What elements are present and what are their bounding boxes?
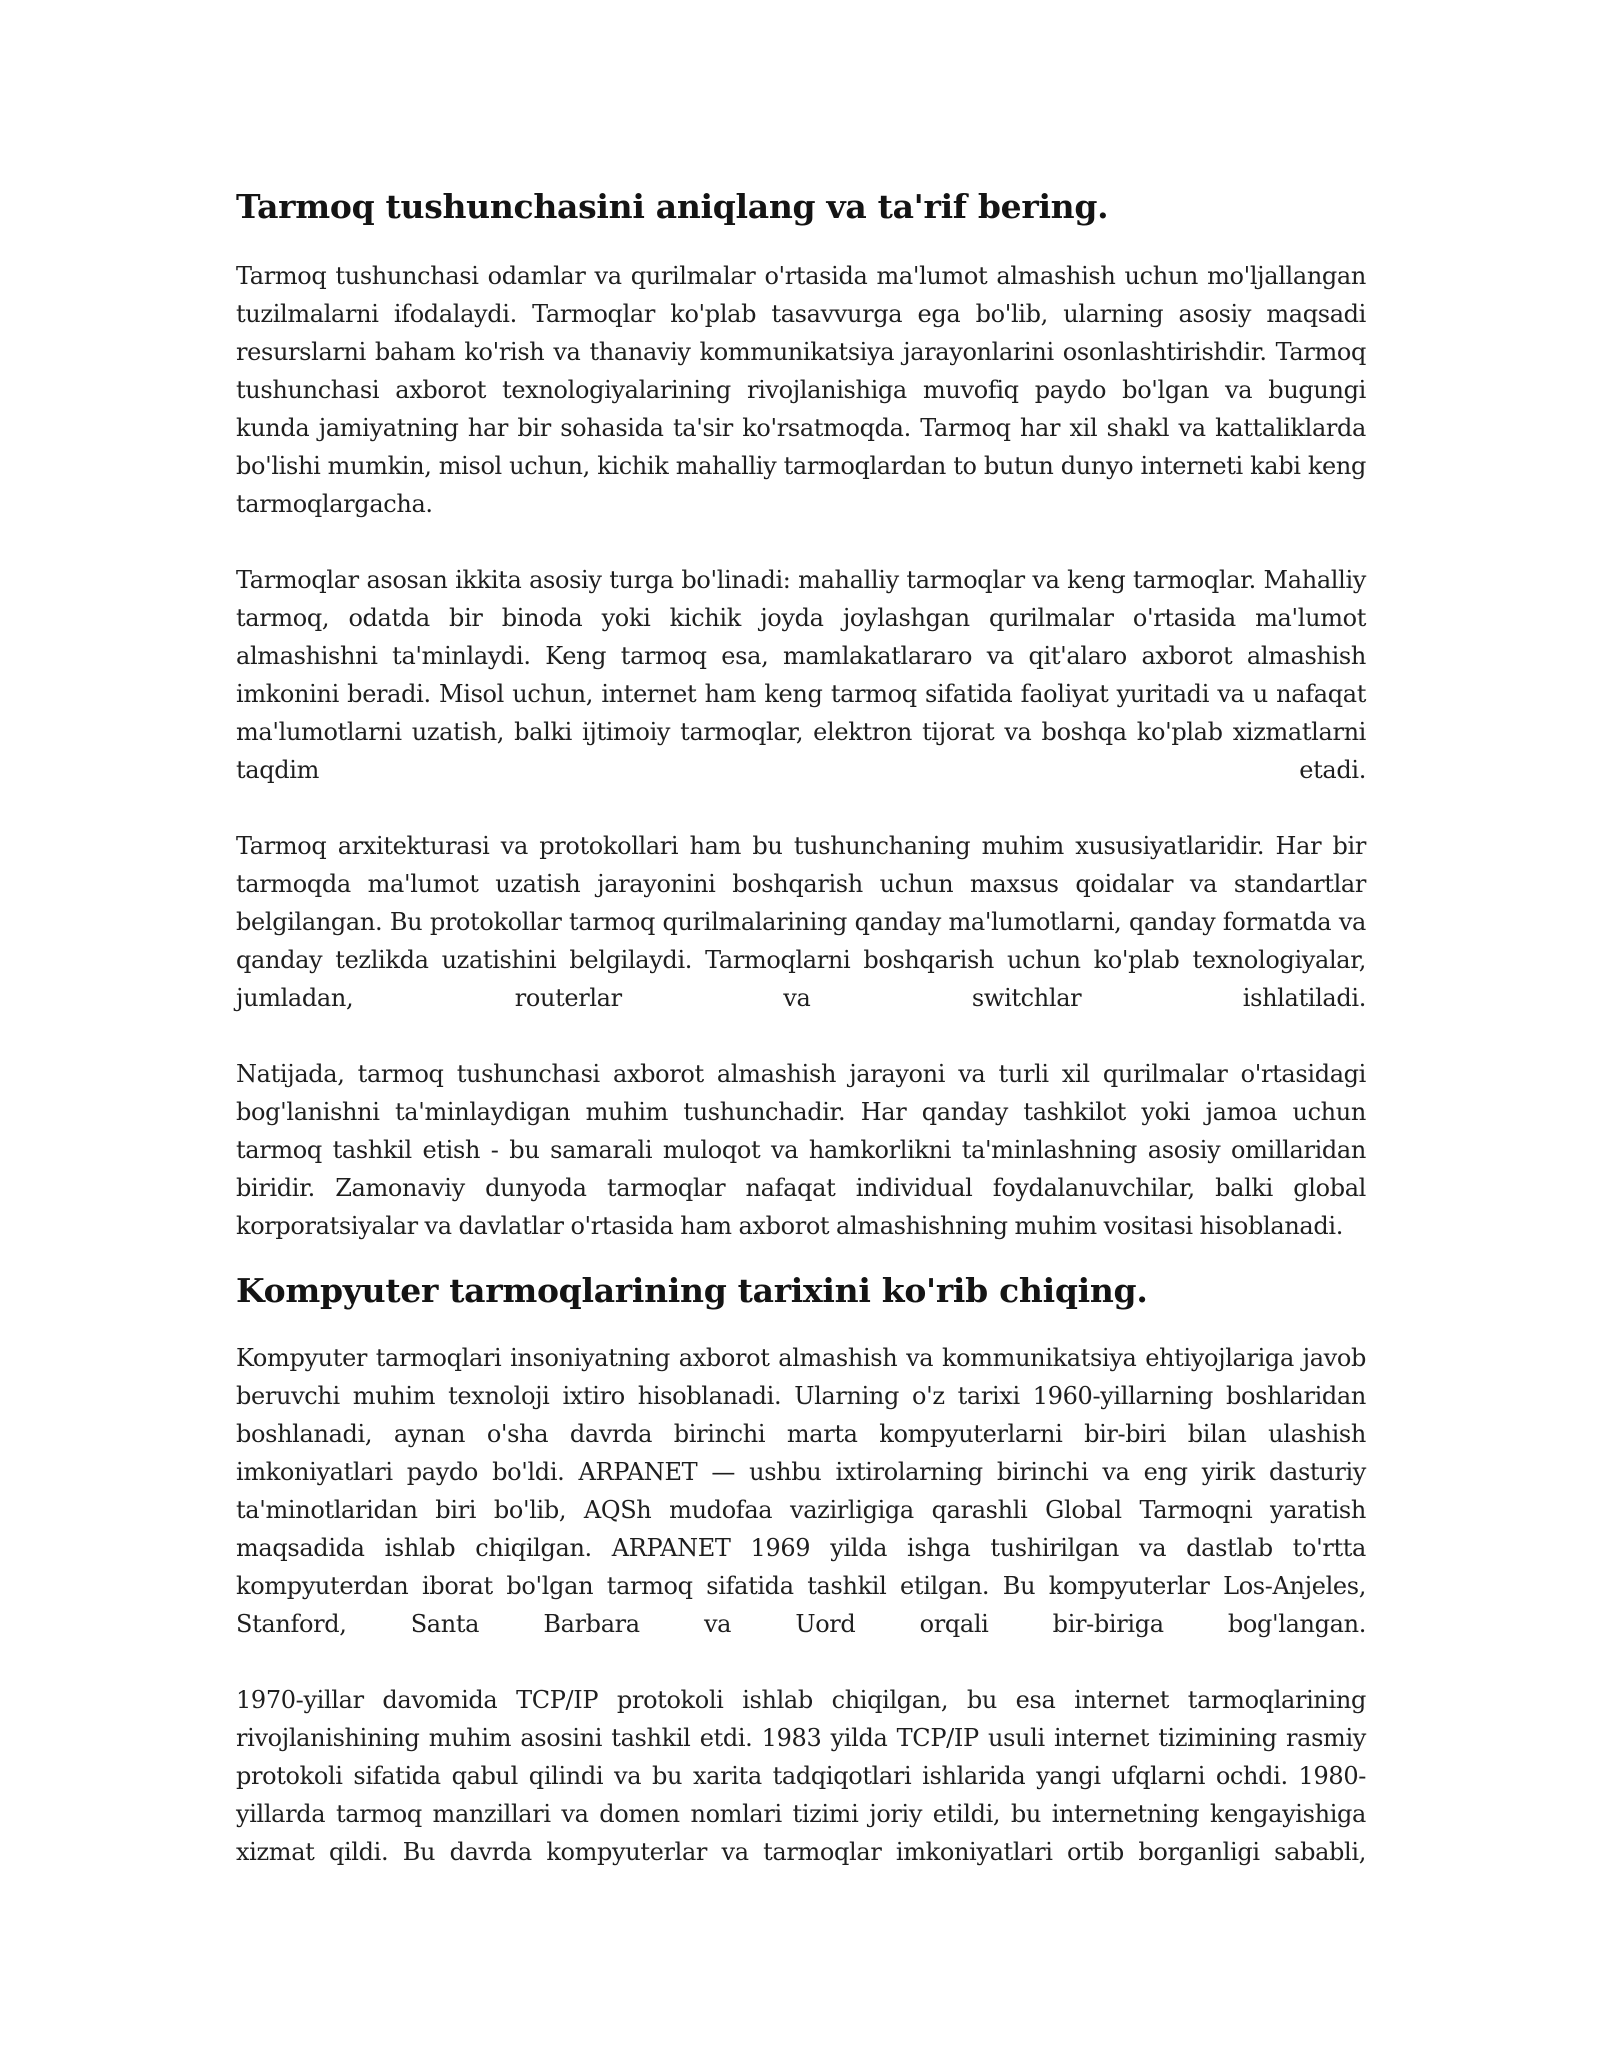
section-heading-network-history: Kompyuter tarmoqlarining tarixini ko'rib chiqing. (236, 1271, 1148, 1310)
section-heading-network-definition: Tarmoq tushunchasini aniqlang va ta'rif bering. (236, 187, 1109, 226)
paragraph: Tarmoq arxitekturasi va protokollari ham bu tushunchaning muhim xususiyatlaridir. Har bir tarmoqda ma'lumot uzatish jarayonini boshqarish uchun maxsus qoidalar va standartlar belgilangan. Bu protokollar tarmoq qurilmalarining qanday ma'lumotlarni, qanday formatda va qanday tezlikda uzatishini belgilaydi. Tarmoqlarni boshqarish uchun ko'plab texnologiyalar, jumladan, routerlar va switchlar ishlatiladi. (236, 832, 1366, 1012)
document-page (236, 185, 1366, 1871)
paragraph: Kompyuter tarmoqlari insoniyatning axborot almashish va kommunikatsiya ehtiyojlariga javob beruvchi muhim texnoloji ixtiro hisoblanadi. Ularning o'z tarixi 1960-yillarning boshlaridan boshlanadi, aynan o'sha davrda birinchi marta kompyuterlarni bir-biri bilan ulashish imkoniyatlari paydo bo'ldi. ARPANET — ushbu ixtirolarning birinchi va eng yirik dasturiy ta'minotlaridan biri bo'lib, AQSh mudofaa vazirligiga qarashli Global Tarmoqni yaratish maqsadida ishlab chiqilgan. ARPANET 1969 yilda ishga tushirilgan va dastlab to'rtta kompyuterdan iborat bo'lgan tarmoq sifatida tashkil etilgan. Bu kompyuterlar Los-Anjeles, Stanford, Santa Barbara va Uord orqali bir-biriga bog'langan. (236, 1344, 1366, 1638)
paragraph: 1970-yillar davomida TCP/IP protokoli ishlab chiqilgan, bu esa internet tarmoqlarining rivojlanishining muhim asosini tashkil etdi. 1983 yilda TCP/IP usuli internet tizimining rasmiy protokoli sifatida qabul qilindi va bu xarita tadqiqotlari ishlarida yangi ufqlarni ochdi. 1980-yillarda tarmoq manzillari va domen nomlari tizimi joriy etildi, bu internetning kengayishiga xizmat qildi. Bu davrda kompyuterlar va tarmoqlar imkoniyatlari ortib borganligi sababli, (236, 1686, 1366, 1866)
paragraph: Tarmoqlar asosan ikkita asosiy turga bo'linadi: mahalliy tarmoqlar va keng tarmoqlar. Mahalliy tarmoq, odatda bir binoda yoki kichik joyda joylashgan qurilmalar o'rtasida ma'lumot almashishni ta'minlaydi. Keng tarmoq esa, mamlakatlararo va qit'alaro axborot almashish imkonini beradi. Misol uchun, internet ham keng tarmoq sifatida faoliyat yuritadi va u nafaqat ma'lumotlarni uzatish, balki ijtimoiy tarmoqlar, elektron tijorat va boshqa ko'plab xizmatlarni taqdim etadi. (236, 566, 1366, 784)
paragraph: Natijada, tarmoq tushunchasi axborot almashish jarayoni va turli xil qurilmalar o'rtasidagi bog'lanishni ta'minlaydigan muhim tushunchadir. Har qanday tashkilot yoki jamoa uchun tarmoq tashkil etish - bu samarali muloqot va hamkorlikni ta'minlashning asosiy omillaridan biridir. Zamonaviy dunyoda tarmoqlar nafaqat individual foydalanuvchilar, balki global korporatsiyalar va davlatlar o'rtasida ham axborot almashishning muhim vositasi hisoblanadi. (236, 1060, 1366, 1240)
paragraph: Tarmoq tushunchasi odamlar va qurilmalar o'rtasida ma'lumot almashish uchun mo'ljallangan tuzilmalarni ifodalaydi. Tarmoqlar ko'plab tasavvurga ega bo'lib, ularning asosiy maqsadi resurslarni baham ko'rish va thanaviy kommunikatsiya jarayonlarini osonlashtirishdir. Tarmoq tushunchasi axborot texnologiyalarining rivojlanishiga muvofiq paydo bo'lgan va bugungi kunda jamiyatning har bir sohasida ta'sir ko'rsatmoqda. Tarmoq har xil shakl va kattaliklarda bo'lishi mumkin, misol uchun, kichik mahalliy tarmoqlardan to butun dunyo interneti kabi keng tarmoqlargacha. (236, 262, 1366, 518)
